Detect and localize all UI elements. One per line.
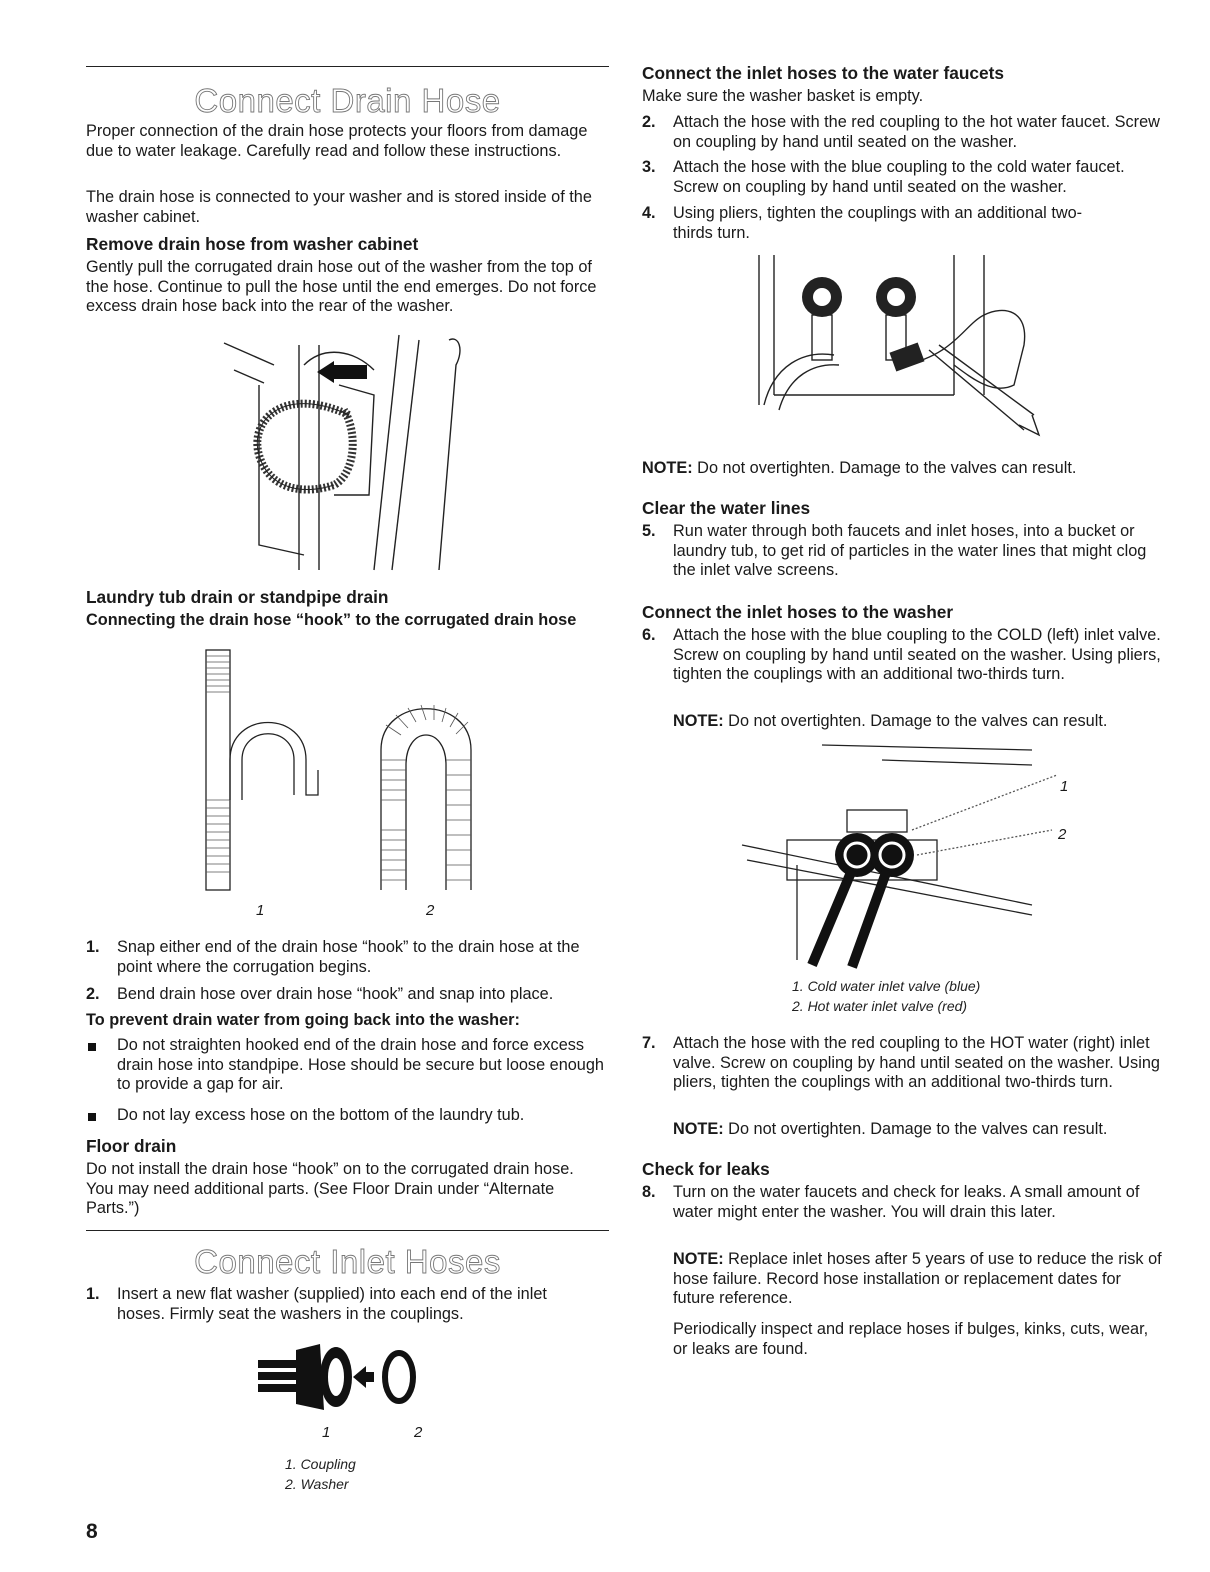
faucets-heading: Connect the inlet hoses to the water faucets bbox=[642, 63, 1005, 83]
remove-hose-paragraph: Gently pull the corrugated drain hose out of the washer from the top of the hose. Continue to pull the hose until the end emerges. Do not force excess drain hose back into the rear of the washer. bbox=[86, 258, 597, 315]
section-title-inlet-hoses: Connect Inlet Hoses bbox=[194, 1243, 501, 1280]
washer-step-6-note bbox=[673, 712, 1107, 732]
faucet-step-2 bbox=[642, 113, 1164, 153]
step-number: 7. bbox=[642, 1034, 656, 1052]
step-text: Bend drain hose over drain hose “hook” and snap into place. bbox=[117, 985, 554, 1003]
note-text: Do not overtighten. Damage to the valves can result. bbox=[723, 1120, 1108, 1138]
hook-callout-1: 1 bbox=[256, 902, 265, 919]
prevent-bullet-2 bbox=[86, 1106, 606, 1126]
step-text: Attach the hose with the red coupling to the hot water faucet. Screw on coupling by hand until seated on the washer. bbox=[673, 113, 1160, 151]
faucet-pliers-illustration bbox=[754, 255, 1049, 445]
faucet-step-3 bbox=[642, 158, 1164, 198]
step-number: 1. bbox=[86, 938, 100, 956]
bullet-icon bbox=[88, 1043, 96, 1051]
washer-step-7 bbox=[642, 1034, 1164, 1114]
hook-connection-subheading: Connecting the drain hose “hook” to the corrugated drain hose bbox=[86, 611, 577, 629]
step-number: 3. bbox=[642, 158, 656, 176]
valve-caption-2: 2. Hot water inlet valve (red) bbox=[792, 998, 968, 1014]
coupling-callout-1: 1 bbox=[322, 1424, 331, 1441]
floor-drain-paragraph: Do not install the drain hose “hook” on to the corrugated drain hose. You may need additional parts. (See Floor Drain under “Alternate Parts.”) bbox=[86, 1160, 574, 1217]
step-number: 5. bbox=[642, 522, 656, 540]
faucets-intro: Make sure the washer basket is empty. bbox=[642, 87, 924, 105]
step-text: Using pliers, tighten the couplings with an additional two-thirds turn. bbox=[673, 204, 1083, 242]
washer-step-6 bbox=[642, 626, 1164, 706]
step-text: Attach the hose with the blue coupling to the COLD (left) inlet valve. Screw on coupling by hand until seated on the washer. Using pliers, tighten the couplings with an additional two-thirds turn. bbox=[673, 626, 1161, 683]
valve-callout-2: 2 bbox=[1058, 826, 1067, 843]
drain-step-1 bbox=[86, 938, 606, 978]
washer-step-7-note bbox=[673, 1120, 1107, 1140]
bullet-text: Do not lay excess hose on the bottom of the laundry tub. bbox=[117, 1106, 525, 1124]
check-leaks-heading: Check for leaks bbox=[642, 1159, 770, 1179]
prevent-backflow-heading: To prevent drain water from going back into the washer: bbox=[86, 1011, 520, 1029]
faucet-step-4 bbox=[642, 204, 1164, 244]
step-number: 2. bbox=[642, 113, 656, 131]
note-text: Do not overtighten. Damage to the valves can result. bbox=[723, 712, 1108, 730]
note-label: NOTE: bbox=[642, 459, 693, 477]
bullet-icon bbox=[88, 1113, 96, 1121]
valve-callout-1: 1 bbox=[1060, 778, 1069, 795]
step-text: Attach the hose with the blue coupling to the cold water faucet. Screw on coupling by hand until seated on the washer. bbox=[673, 158, 1125, 196]
prevent-bullet-1 bbox=[86, 1036, 606, 1096]
coupling-washer-illustration bbox=[258, 1340, 458, 1415]
bullet-text: Do not straighten hooked end of the drain hose and force excess drain hose into standpipe. Hose should be secure but loose enough to provide a gap for air. bbox=[117, 1036, 604, 1093]
drain-intro-paragraph: Proper connection of the drain hose protects your floors from damage due to water leakage. Carefully read and follow these instructions. bbox=[86, 122, 588, 160]
note-label: NOTE: bbox=[673, 1250, 724, 1268]
laundry-tub-heading: Laundry tub drain or standpipe drain bbox=[86, 587, 389, 607]
section-rule bbox=[86, 1230, 609, 1231]
step-number: 4. bbox=[642, 204, 656, 222]
step-text: Run water through both faucets and inlet hoses, into a bucket or laundry tub, to get rid of particles in the water lines that might clog the inlet valve screens. bbox=[673, 522, 1147, 579]
replace-hoses-note bbox=[673, 1250, 1164, 1309]
step-number: 8. bbox=[642, 1183, 656, 1201]
drain-storage-paragraph: The drain hose is connected to your washer and is stored inside of the washer cabinet. bbox=[86, 188, 592, 226]
page-number: 8 bbox=[86, 1520, 98, 1543]
inlet-valves-illustration bbox=[742, 745, 1042, 970]
section-title-drain-hose: Connect Drain Hose bbox=[194, 82, 501, 119]
note-text: Replace inlet hoses after 5 years of use to reduce the risk of hose failure. Record hose installation or replacement dates for future reference. bbox=[673, 1250, 1162, 1307]
step-number: 1. bbox=[86, 1285, 100, 1303]
remove-hose-heading: Remove drain hose from washer cabinet bbox=[86, 234, 419, 254]
coupling-caption-2: 2. Washer bbox=[285, 1476, 349, 1492]
hook-callout-2: 2 bbox=[426, 902, 435, 919]
note-label: NOTE: bbox=[673, 712, 724, 730]
hose-hook-illustration bbox=[206, 650, 496, 895]
floor-drain-heading: Floor drain bbox=[86, 1136, 177, 1156]
coupling-caption-1: 1. Coupling bbox=[285, 1456, 356, 1472]
note-label: NOTE: bbox=[673, 1120, 724, 1138]
step-number: 2. bbox=[86, 985, 100, 1003]
step-text: Snap either end of the drain hose “hook” to the drain hose at the point where the corrugation begins. bbox=[117, 938, 580, 976]
drain-step-2 bbox=[86, 985, 606, 1005]
clear-step-5 bbox=[642, 522, 1164, 582]
step-number: 6. bbox=[642, 626, 656, 644]
valve-caption-1: 1. Cold water inlet valve (blue) bbox=[792, 978, 981, 994]
clear-lines-heading: Clear the water lines bbox=[642, 498, 811, 518]
section-rule bbox=[86, 66, 609, 67]
inlet-step-1 bbox=[86, 1285, 606, 1325]
leaks-step-8 bbox=[642, 1183, 1164, 1243]
step-text: Turn on the water faucets and check for leaks. A small amount of water might enter the washer. You will drain this later. bbox=[673, 1183, 1140, 1221]
step-text: Attach the hose with the red coupling to the HOT water (right) inlet valve. Screw on coupling by hand until seated on the washer. Using pliers, tighten the couplings with an additional two-thirds turn. bbox=[673, 1034, 1160, 1091]
coupling-callout-2: 2 bbox=[414, 1424, 423, 1441]
step-text: Insert a new flat washer (supplied) into each end of the inlet hoses. Firmly seat the washers in the couplings. bbox=[117, 1285, 547, 1323]
inspect-hoses-paragraph: Periodically inspect and replace hoses if bulges, kinks, cuts, wear, or leaks are found. bbox=[673, 1320, 1149, 1358]
connect-washer-heading: Connect the inlet hoses to the washer bbox=[642, 602, 954, 622]
note-text: Do not overtighten. Damage to the valves can result. bbox=[692, 459, 1077, 477]
drain-hose-cabinet-illustration bbox=[224, 325, 469, 575]
faucet-note bbox=[642, 459, 1076, 479]
